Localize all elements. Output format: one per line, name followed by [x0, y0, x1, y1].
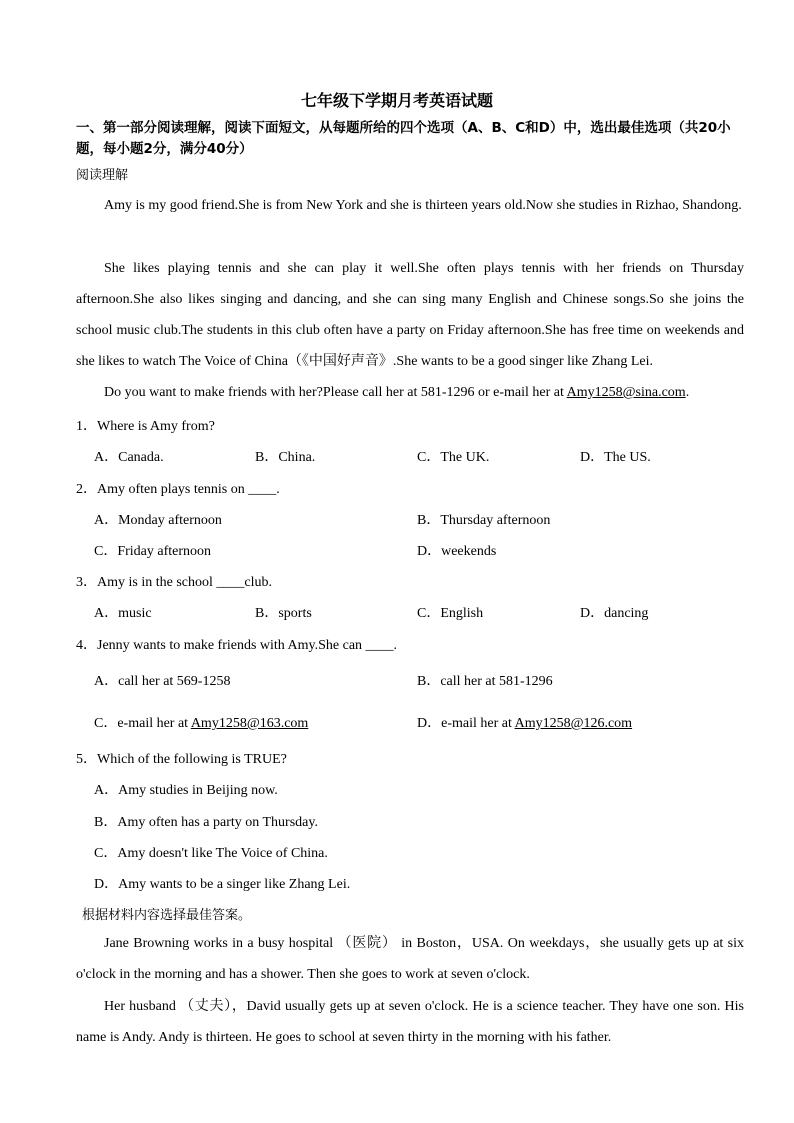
passage2-paragraph1: Jane Browning works in a busy hospital （医院） in Boston，USA. On weekdays，she usually gets up at six o'clock in the morning and has a shower. Then she goes to work at seven o'clock. [76, 936, 744, 982]
email-link-163[interactable]: Amy1258@163.com [190, 716, 309, 731]
question-1-stem: 1．Where is Amy from? [76, 419, 215, 434]
question-5-option-b[interactable]: B．Amy often has a party on Thursday. [94, 815, 318, 830]
question-3-stem: 3．Amy is in the school ____club. [76, 575, 272, 590]
section-instruction: 一、第一部分阅读理解，阅读下面短文，从每题所给的四个选项（A、B、C和D）中，选出最佳选项（共20小题，每小题2分，满分40分） [76, 120, 731, 157]
question-4-stem: 4．Jenny wants to make friends with Amy.She can ____. [76, 638, 398, 653]
question-5-option-a[interactable]: A．Amy studies in Beijing now. [94, 783, 278, 798]
email-link-sina[interactable]: Amy1258@sina.com [566, 385, 686, 400]
question-5-option-c[interactable]: C．Amy doesn't like The Voice of China. [94, 846, 328, 861]
question-3-option-b[interactable]: B．sports [255, 606, 312, 621]
question-2-option-c[interactable]: C．Friday afternoon [94, 544, 212, 559]
question-1-option-a[interactable]: A．Canada. [94, 450, 164, 465]
email-link-126[interactable]: Amy1258@126.com [514, 716, 633, 731]
page-title: 七年级下学期月考英语试题 [300, 91, 493, 110]
question-1-option-b[interactable]: B．China. [255, 450, 316, 465]
question-1-option-c[interactable]: C．The UK. [417, 450, 490, 465]
passage1-paragraph1: Amy is my good friend.She is from New York and she is thirteen years old.Now she studies in Rizhao, Shandong. [104, 198, 742, 213]
question-5-stem: 5．Which of the following is TRUE? [76, 752, 287, 767]
passage1-paragraph2: She likes playing tennis and she can play it well.She often plays tennis with her friends on Thursday afternoon.She also likes singing and dancing, and she can sing many English and Chinese songs.So she joins the school music club.The students in this club often have a party on Friday afternoon.She has free time on weekends and she likes to watch The Voice of China（《中国好声音》.She wants to be a good singer like Zhang Lei. [76, 261, 744, 369]
question-5-option-d[interactable]: D．Amy wants to be a singer like Zhang Lei. [94, 877, 351, 892]
question-3-option-d[interactable]: D．dancing [580, 606, 649, 621]
question-4-option-c[interactable] [94, 712, 308, 732]
paragraph3-text: Do you want to make friends with her?Please call her at 581-1296 or e-mail her at [104, 385, 567, 400]
reading-label: 阅读理解 [76, 168, 129, 183]
section2-instruction: 根据材料内容选择最佳答案。 [82, 908, 252, 923]
question-2-option-a[interactable]: A．Monday afternoon [94, 513, 222, 528]
question-2-option-d[interactable]: D．weekends [417, 544, 497, 559]
option-d-prefix: D．e-mail her at [417, 716, 515, 731]
question-3-option-c[interactable]: C．English [417, 606, 484, 621]
question-4-option-d[interactable] [417, 712, 632, 732]
paragraph3-end: . [685, 385, 690, 400]
question-4-option-b[interactable]: B．call her at 581-1296 [417, 674, 553, 689]
option-c-prefix: C．e-mail her at [94, 716, 191, 731]
question-2-option-b[interactable]: B．Thursday afternoon [417, 513, 551, 528]
passage1-paragraph3 [76, 377, 744, 408]
question-1-option-d[interactable]: D．The US. [580, 450, 651, 465]
question-3-option-a[interactable]: A．music [94, 606, 152, 621]
passage2-paragraph2: Her husband （丈夫），David usually gets up at seven o'clock. He is a science teacher. They have one son. His name is Andy. Andy is thirteen. He goes to school at seven thirty in the morning with his father. [76, 999, 744, 1045]
question-4-option-a[interactable]: A．call her at 569-1258 [94, 674, 231, 689]
question-2-stem: 2．Amy often plays tennis on ____. [76, 482, 280, 497]
